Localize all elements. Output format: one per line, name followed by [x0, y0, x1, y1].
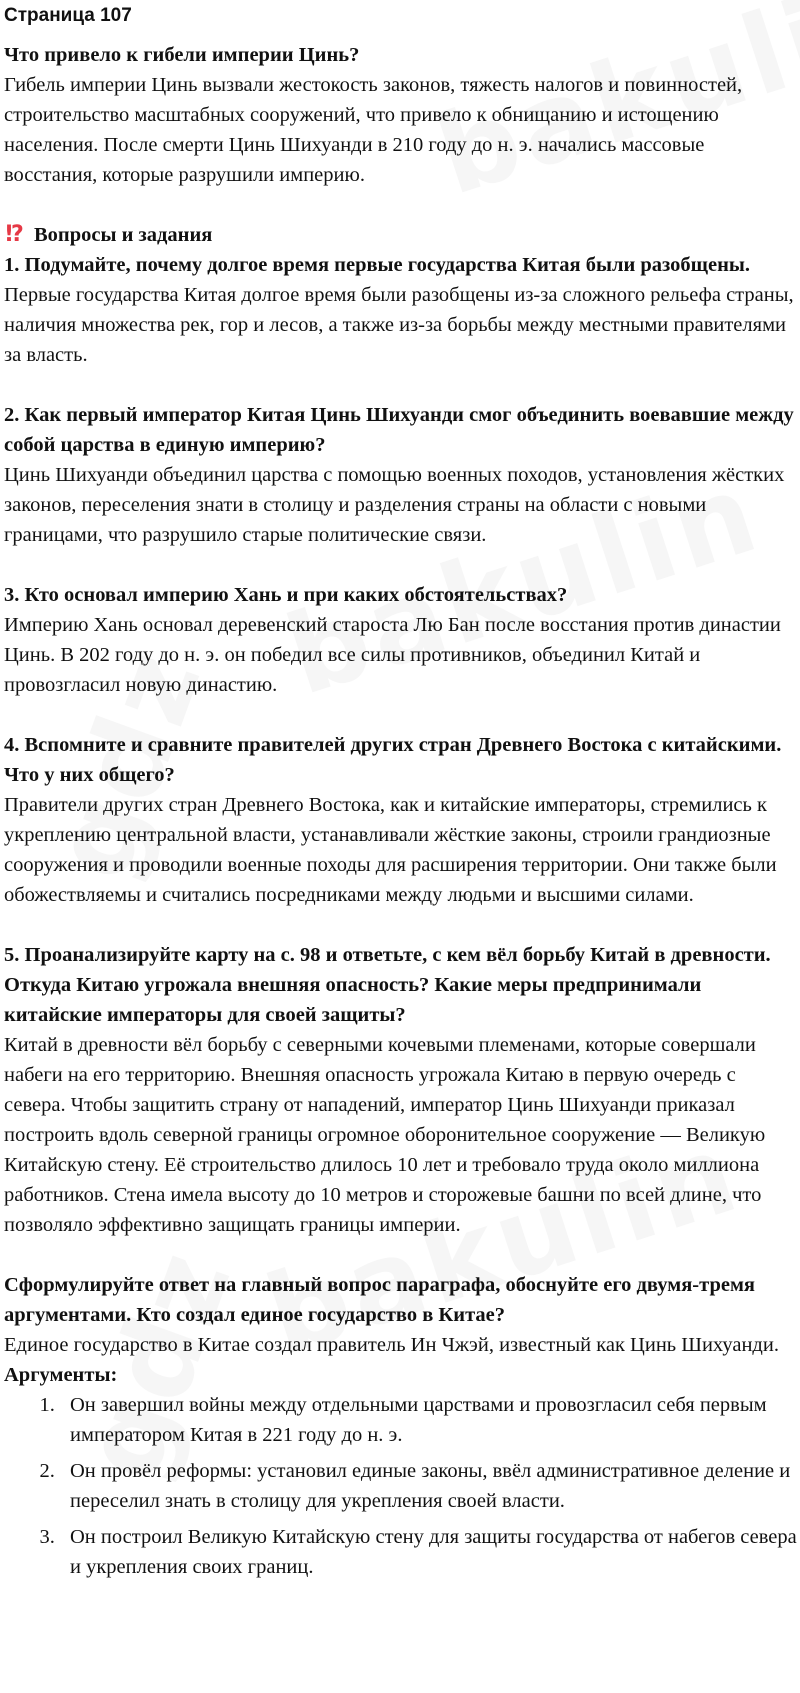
question-block [4, 250, 800, 370]
answer-4: Правители других стран Древнего Востока, как и китайские императоры, стремились к укреплению центральной власти, устанавливали жёсткие законы, строили грандиозные сооружения и проводили военные походы для расширения территории. Они также были обожествляемы и считались посредниками между людьми и высшими силами. [4, 794, 777, 906]
question-block [4, 400, 800, 550]
argument-item: 2. Он провёл реформы: установил единые законы, ввёл административное деление и переселил знать в столицу для укрепления своей власти. [60, 1456, 800, 1516]
question-block [4, 940, 800, 1240]
page-title: Страница 107 [4, 5, 132, 26]
section-title: Вопросы и задания [34, 224, 213, 246]
exclamation-question-icon: !? [4, 222, 21, 247]
question-5: 5. Проанализируйте карту на с. 98 и ответьте, с кем вёл борьбу Китай в древности. Откуда Китаю угрожала внешняя опасность? Какие меры предпринимали китайские императоры для своей защиты? [4, 944, 771, 1026]
final-question: Сформулируйте ответ на главный вопрос параграфа, обоснуйте его двумя-тремя аргументами. Кто создал единое государство в Китае? [4, 1274, 755, 1326]
answer-3: Империю Хань основал деревенский староста Лю Бан после восстания против династии Цинь. В 202 году до н. э. он победил все силы противников, объединил Китай и провозгласил новую династию. [4, 614, 781, 696]
answer-5: Китай в древности вёл борьбу с северными кочевыми племенами, которые совершали набеги на его территорию. Внешняя опасность угрожала Китаю в первую очередь с севера. Чтобы защитить страну от нападений, император Цинь Шихуанди приказал построить вдоль северной границы огромное оборонительное сооружение — Великую Китайскую стену. Её строительство длилось 10 лет и требовало труда около миллиона работников. Стена имела высоту до 10 метров и сторожевые башни по всей длине, что позволяло эффективно защищать границы империи. [4, 1034, 766, 1236]
final-block [4, 1270, 800, 1582]
answer-1: Первые государства Китая долгое время были разобщены из-за сложного рельефа страны, наличия множества рек, гор и лесов, а также из-за борьбы между местными правителями за власть. [4, 284, 794, 366]
question-block [4, 580, 800, 700]
section-header [4, 220, 800, 250]
arguments-label: Аргументы: [4, 1364, 118, 1386]
intro-question: Что привело к гибели империи Цинь? [4, 44, 360, 66]
argument-item: 3. Он построил Великую Китайскую стену для защиты государства от набегов севера и укрепления своих границ. [60, 1522, 800, 1582]
argument-item: 1. Он завершил войны между отдельными царствами и провозгласил себя первым императором Китая в 221 году до н. э. [60, 1390, 800, 1450]
question-block [4, 730, 800, 910]
question-4: 4. Вспомните и сравните правителей других стран Древнего Востока с китайскими. Что у них общего? [4, 734, 782, 786]
final-answer: Единое государство в Китае создал правитель Ин Чжэй, известный как Цинь Шихуанди. [4, 1334, 779, 1356]
arguments-list [4, 1390, 800, 1582]
intro-answer: Гибель империи Цинь вызвали жестокость законов, тяжесть налогов и повинностей, строительство масштабных сооружений, что привело к обнищанию и истощению населения. После смерти Цинь Шихуанди в 210 году до н. э. начались массовые восстания, которые разрушили империю. [4, 74, 743, 186]
answer-2: Цинь Шихуанди объединил царства с помощью военных походов, установления жёстких законов, переселения знати в столицу и разделения страны на области с новыми границами, что разрушило старые политические связи. [4, 464, 785, 546]
question-2: 2. Как первый император Китая Цинь Шихуанди смог объединить воевавшие между собой царства в единую империю? [4, 404, 794, 456]
question-1: 1. Подумайте, почему долгое время первые государства Китая были разобщены. [4, 254, 751, 276]
content [4, 40, 800, 1582]
question-3: 3. Кто основал империю Хань и при каких обстоятельствах? [4, 584, 568, 606]
